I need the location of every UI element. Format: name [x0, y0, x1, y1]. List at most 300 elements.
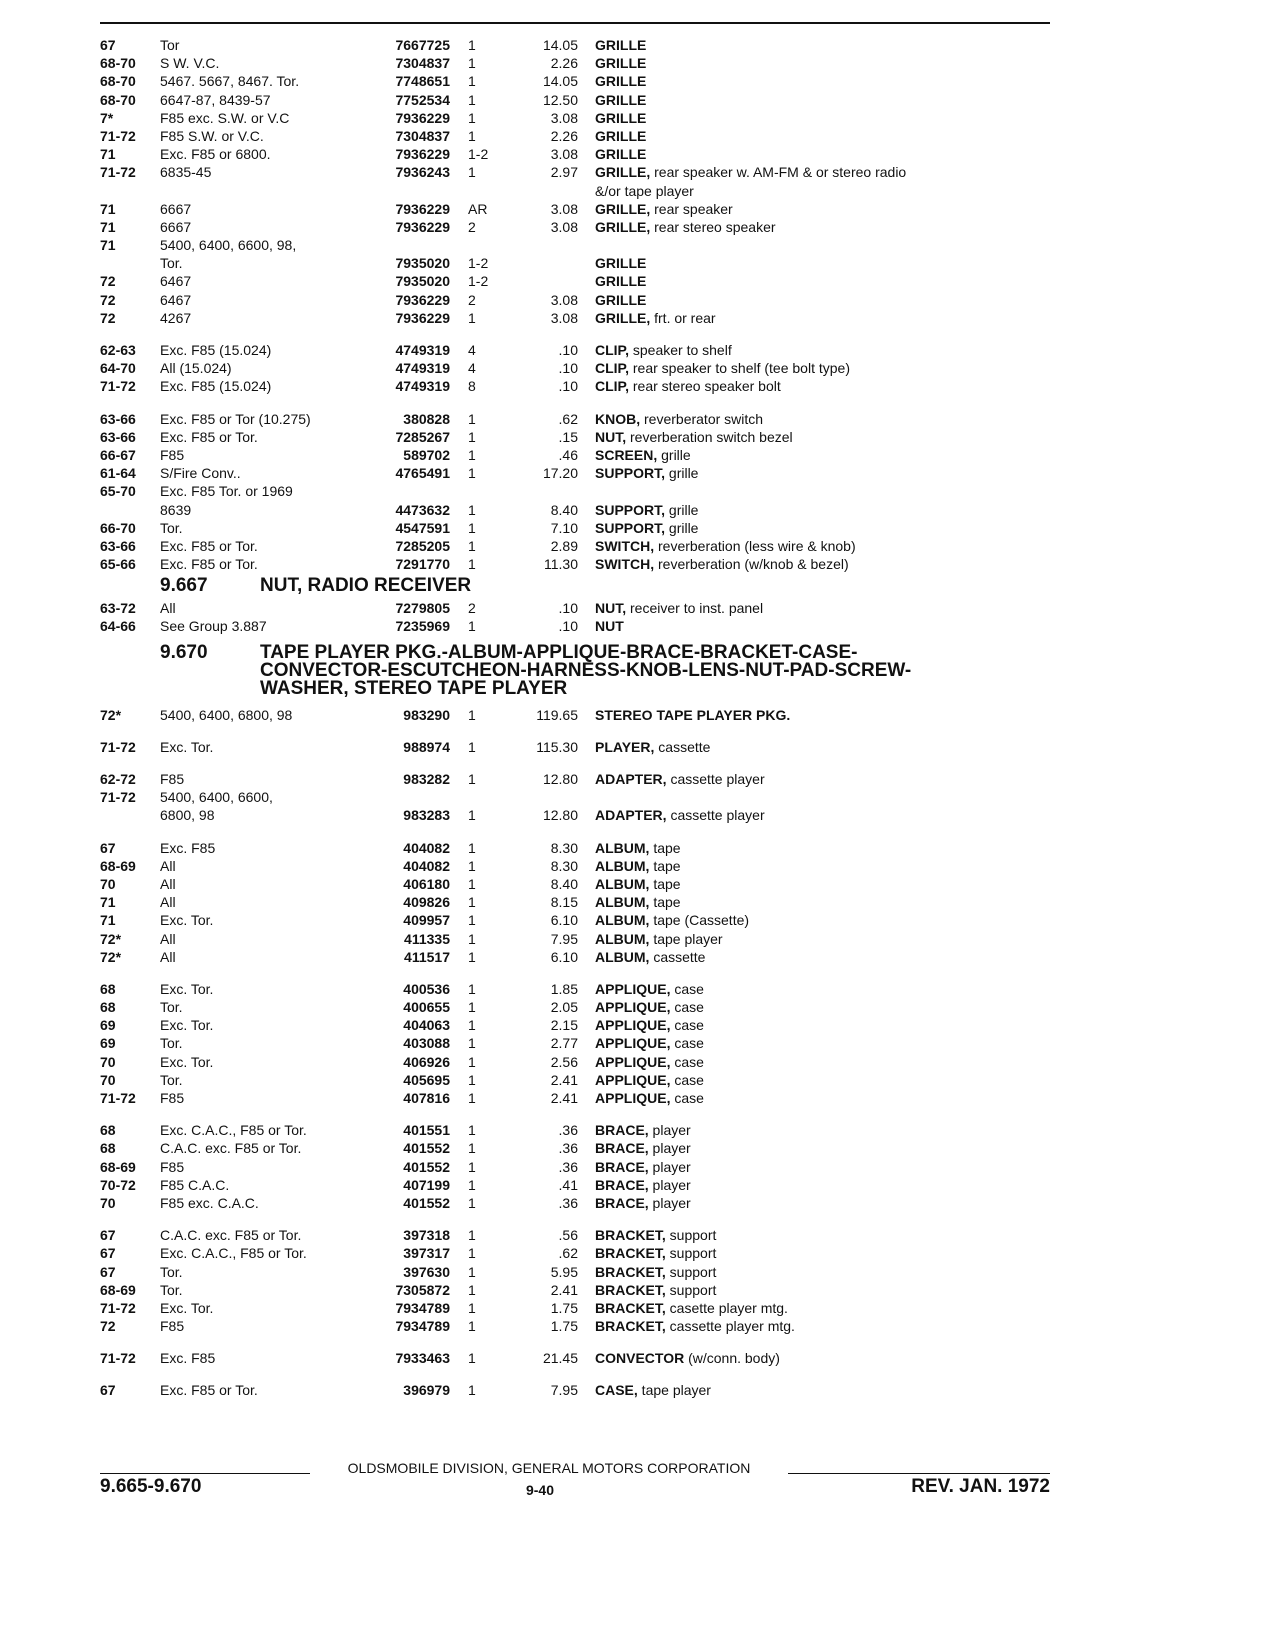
part-name: GRILLE,	[595, 218, 651, 235]
part-name: ALBUM,	[595, 894, 650, 911]
model-applicability: 5467. 5667, 8467. Tor.	[160, 73, 300, 90]
part-description	[595, 218, 1050, 236]
part-number: 411335	[404, 930, 450, 947]
part-name: GRILLE	[595, 109, 647, 126]
part-description	[595, 1194, 1050, 1212]
quantity: 1	[468, 37, 476, 53]
part-number: 4765491	[395, 465, 450, 482]
model-year: 7*	[100, 109, 114, 126]
parts-row	[100, 182, 1050, 200]
parts-row	[100, 428, 1050, 446]
part-number: 409826	[403, 894, 450, 911]
part-description	[595, 537, 1050, 555]
part-detail: case	[670, 1035, 704, 1052]
model-year: 72	[100, 273, 116, 290]
parts-row	[100, 911, 1050, 929]
model-applicability: Exc. F85	[160, 1350, 216, 1367]
part-name: ALBUM,	[595, 875, 650, 892]
part-detail: reverberation (w/knob & bezel)	[654, 556, 849, 573]
parts-row	[100, 236, 1050, 254]
part-number: 406180	[403, 875, 450, 892]
model-applicability: Exc. Tor.	[160, 912, 214, 929]
parts-row	[100, 145, 1050, 163]
section-heading-large	[100, 636, 1050, 706]
model-applicability: C.A.C. exc. F85 or Tor.	[160, 1140, 302, 1157]
group-spacer	[100, 724, 1050, 738]
section-number: 9.670	[160, 641, 208, 663]
list-price: 6.10	[550, 912, 578, 929]
model-applicability: Tor.	[160, 1071, 183, 1088]
section-heading	[100, 573, 1050, 599]
model-year: 71-72	[100, 1090, 136, 1106]
quantity: 2	[468, 600, 476, 617]
quantity: 1	[468, 309, 476, 326]
parts-row	[100, 200, 1050, 218]
parts-row	[100, 464, 1050, 482]
list-price: 12.80	[542, 771, 578, 787]
part-name: BRACKET,	[595, 1227, 666, 1244]
quantity: 1	[468, 446, 476, 463]
parts-row	[100, 1016, 1050, 1034]
part-name: ADAPTER,	[595, 771, 667, 787]
model-applicability: Exc. Tor.	[160, 1053, 214, 1070]
quantity: 1	[468, 1035, 476, 1052]
part-description	[595, 770, 1050, 788]
part-description	[595, 1381, 1050, 1399]
part-name: BRACE,	[595, 1140, 649, 1157]
part-name: GRILLE	[595, 91, 647, 108]
list-price: 8.30	[550, 857, 578, 874]
part-number: 401551	[403, 1122, 450, 1139]
model-year: 72*	[100, 706, 122, 723]
parts-row	[100, 980, 1050, 998]
part-detail: player	[648, 1140, 691, 1157]
part-description	[595, 200, 1050, 218]
group-spacer	[100, 825, 1050, 839]
part-name: SCREEN,	[595, 446, 658, 463]
list-price: 119.65	[536, 706, 578, 723]
quantity: 1	[468, 980, 476, 997]
model-applicability: 6667	[160, 200, 192, 217]
part-description	[595, 806, 1050, 824]
part-name: PLAYER,	[595, 738, 655, 755]
part-name: NUT,	[595, 428, 627, 445]
model-year: 72*	[100, 948, 122, 965]
quantity: 1	[468, 91, 476, 108]
quantity: 1-2	[468, 273, 489, 290]
part-name: GRILLE	[595, 127, 647, 144]
quantity: 1	[468, 1382, 476, 1399]
part-description	[595, 617, 1050, 635]
quantity: 1	[468, 618, 476, 635]
part-name: CLIP,	[595, 378, 629, 395]
list-price: 17.20	[542, 465, 578, 482]
parts-row	[100, 1317, 1050, 1335]
part-description	[595, 127, 1050, 145]
model-year: 70-72	[100, 1176, 136, 1193]
quantity: 1-2	[468, 146, 489, 163]
part-name: GRILLE	[595, 55, 647, 72]
part-number: 404082	[403, 839, 450, 856]
part-description	[595, 254, 1050, 272]
quantity: 1	[468, 1176, 476, 1193]
parts-row	[100, 1281, 1050, 1299]
parts-row	[100, 377, 1050, 395]
part-description	[595, 291, 1050, 309]
part-description	[595, 519, 1050, 537]
part-name: GRILLE,	[595, 200, 651, 217]
part-detail: support	[665, 1227, 717, 1244]
part-description	[595, 1226, 1050, 1244]
parts-row	[100, 1176, 1050, 1194]
model-year: 72	[100, 1318, 116, 1335]
parts-row	[100, 519, 1050, 537]
part-detail: player	[648, 1158, 691, 1175]
parts-row	[100, 839, 1050, 857]
list-price: 12.50	[542, 91, 578, 108]
model-applicability: Exc. F85 or Tor.	[160, 1382, 258, 1399]
model-applicability: 5400, 6400, 6600,	[160, 789, 273, 806]
list-price: 2.26	[550, 127, 578, 144]
list-price: 2.77	[550, 1035, 578, 1052]
quantity: 1	[468, 1122, 476, 1139]
model-applicability: 6667	[160, 218, 192, 235]
footer-company: OLDSMOBILE DIVISION, GENERAL MOTORS CORPORATION	[347, 1460, 751, 1476]
list-price: .62	[558, 1245, 578, 1262]
part-number: 406926	[403, 1053, 450, 1070]
part-name: ALBUM,	[595, 930, 650, 947]
parts-row	[100, 857, 1050, 875]
part-name: ADAPTER,	[595, 807, 667, 824]
part-name: GRILLE	[595, 73, 647, 90]
part-detail: rear speaker to shelf (tee bolt type)	[628, 360, 850, 377]
parts-row	[100, 272, 1050, 290]
model-applicability: 6467	[160, 273, 192, 290]
part-number: 7934789	[395, 1299, 450, 1316]
part-detail: tape	[649, 894, 681, 911]
model-year: 72	[100, 291, 116, 308]
model-year: 71	[100, 218, 116, 235]
part-detail: case	[670, 980, 704, 997]
part-name: ALBUM,	[595, 948, 650, 965]
parts-row	[100, 1121, 1050, 1139]
part-description	[595, 1139, 1050, 1157]
parts-list	[100, 36, 1050, 1400]
model-applicability: Exc. C.A.C., F85 or Tor.	[160, 1122, 307, 1139]
part-name: SWITCH,	[595, 556, 655, 573]
part-number: 404082	[403, 857, 450, 874]
part-name: SUPPORT,	[595, 501, 666, 518]
list-price: 12.80	[542, 807, 578, 824]
part-description	[595, 1317, 1050, 1335]
model-applicability: 8639	[160, 501, 192, 518]
part-number: 407199	[403, 1176, 450, 1193]
parts-row	[100, 806, 1050, 824]
model-applicability: F85	[160, 1158, 185, 1175]
section-title: NUT, RADIO RECEIVER	[260, 575, 472, 597]
model-applicability: Exc. C.A.C., F85 or Tor.	[160, 1245, 307, 1262]
model-year: 67	[100, 1245, 116, 1262]
model-applicability: Exc. F85 or Tor.	[160, 556, 258, 573]
part-description	[595, 555, 1050, 573]
model-year: 71	[100, 146, 116, 163]
parts-row	[100, 555, 1050, 573]
list-price: .10	[558, 600, 578, 617]
part-name: STEREO TAPE PLAYER PKG.	[595, 706, 791, 723]
part-detail: tape	[649, 875, 681, 892]
parts-row	[100, 1349, 1050, 1367]
part-detail: reverberation switch bezel	[626, 428, 793, 445]
part-number: 7936243	[395, 164, 450, 181]
part-name: BRACE,	[595, 1194, 649, 1211]
model-year: 72	[100, 309, 116, 326]
part-description	[595, 1053, 1050, 1071]
model-year: 68	[100, 1122, 116, 1139]
part-description	[595, 501, 1050, 519]
list-price: 3.08	[550, 218, 578, 235]
part-description	[595, 1121, 1050, 1139]
model-applicability: Exc. Tor.	[160, 980, 214, 997]
part-name: KNOB,	[595, 410, 641, 427]
list-price: 115.30	[536, 738, 578, 755]
parts-row	[100, 537, 1050, 555]
model-year: 71	[100, 237, 116, 254]
list-price: 2.41	[550, 1281, 578, 1298]
part-detail: case	[670, 1071, 704, 1088]
list-price: .10	[558, 618, 578, 635]
list-price: .36	[558, 1158, 578, 1175]
model-applicability: Exc. Tor.	[160, 1299, 214, 1316]
part-detail: player	[648, 1176, 691, 1193]
part-name: APPLIQUE,	[595, 1035, 671, 1052]
part-number: 397318	[403, 1227, 450, 1244]
model-year: 63-66	[100, 428, 136, 445]
model-year: 70	[100, 1071, 116, 1088]
model-year: 70	[100, 1053, 116, 1070]
model-year: 68-70	[100, 91, 136, 108]
quantity: 1	[468, 428, 476, 445]
part-detail: speaker to shelf	[628, 342, 732, 358]
list-price: .62	[558, 410, 578, 427]
quantity: 1	[468, 501, 476, 518]
model-year: 71-72	[100, 1299, 136, 1316]
group-spacer	[100, 1107, 1050, 1121]
footer-section-range: 9.665-9.670	[100, 1476, 202, 1497]
list-price: 5.95	[550, 1263, 578, 1280]
model-applicability: 6467	[160, 291, 192, 308]
parts-row	[100, 109, 1050, 127]
part-description	[595, 1349, 1050, 1367]
part-description	[595, 428, 1050, 446]
part-number: 396979	[403, 1382, 450, 1399]
quantity: 2	[468, 291, 476, 308]
parts-row	[100, 127, 1050, 145]
part-description	[595, 839, 1050, 857]
part-name: APPLIQUE,	[595, 1071, 671, 1088]
parts-row	[100, 1034, 1050, 1052]
model-year: 71	[100, 894, 116, 911]
model-year: 66-67	[100, 446, 136, 463]
list-price: .56	[558, 1227, 578, 1244]
quantity: 1	[468, 1245, 476, 1262]
quantity: 1	[468, 519, 476, 536]
model-applicability: Exc. F85 (15.024)	[160, 378, 272, 395]
parts-row	[100, 998, 1050, 1016]
model-applicability: All	[160, 948, 176, 965]
part-number: 400536	[403, 980, 450, 997]
model-applicability: C.A.C. exc. F85 or Tor.	[160, 1227, 302, 1244]
quantity: 4	[468, 342, 476, 358]
model-applicability: 5400, 6400, 6600, 98,	[160, 237, 297, 254]
part-number: 7933463	[395, 1350, 450, 1367]
part-number: 409957	[403, 912, 450, 929]
part-description	[595, 464, 1050, 482]
part-name: GRILLE	[595, 273, 647, 290]
list-price: 8.30	[550, 839, 578, 856]
part-detail: grille	[665, 501, 699, 518]
model-applicability: S W. V.C.	[160, 55, 220, 72]
parts-row	[100, 893, 1050, 911]
part-description	[595, 182, 1050, 200]
part-name: APPLIQUE,	[595, 1053, 671, 1070]
part-detail: reverberation (less wire & knob)	[654, 537, 856, 554]
model-applicability: Tor.	[160, 519, 183, 536]
model-applicability: F85	[160, 1090, 185, 1106]
list-price: 2.05	[550, 999, 578, 1016]
part-description	[595, 1263, 1050, 1281]
part-detail: player	[648, 1194, 691, 1211]
part-detail: grille	[665, 465, 699, 482]
part-detail: casette player mtg.	[665, 1299, 788, 1316]
list-price: 11.30	[544, 556, 578, 573]
quantity: 1	[468, 1318, 476, 1335]
model-year: 71-72	[100, 1350, 136, 1367]
part-number: 401552	[403, 1158, 450, 1175]
quantity: 2	[468, 218, 476, 235]
quantity: 1	[468, 1227, 476, 1244]
quantity: 1	[468, 1263, 476, 1280]
part-detail: support	[665, 1281, 717, 1298]
part-description	[595, 410, 1050, 428]
part-name: CASE,	[595, 1382, 638, 1399]
part-number: 7291770	[395, 556, 450, 573]
part-name: GRILLE,	[595, 309, 651, 326]
part-description	[595, 998, 1050, 1016]
model-year: 63-72	[100, 600, 136, 617]
group-spacer	[100, 1335, 1050, 1349]
parts-row	[100, 36, 1050, 54]
quantity: 1	[468, 164, 476, 181]
parts-row	[100, 291, 1050, 309]
part-detail: frt. or rear	[650, 309, 716, 326]
list-price: 1.85	[550, 980, 578, 997]
part-description	[595, 599, 1050, 617]
part-description	[595, 948, 1050, 966]
quantity: AR	[468, 200, 488, 217]
part-description	[595, 1016, 1050, 1034]
part-detail: tape player	[637, 1382, 711, 1399]
part-number: 411517	[404, 948, 450, 965]
parts-row	[100, 1244, 1050, 1262]
list-price: 3.08	[550, 309, 578, 326]
part-number: 7935020	[395, 255, 450, 272]
part-detail: support	[665, 1245, 717, 1262]
model-year: 72*	[100, 930, 122, 947]
part-description	[595, 341, 1050, 359]
quantity: 1	[468, 875, 476, 892]
part-number: 7936229	[395, 109, 450, 126]
quantity: 1-2	[468, 255, 489, 272]
part-detail: case	[670, 999, 704, 1016]
part-description	[595, 980, 1050, 998]
parts-row	[100, 218, 1050, 236]
group-spacer	[100, 327, 1050, 341]
list-price: 2.56	[550, 1053, 578, 1070]
part-name: CONVECTOR	[595, 1350, 685, 1367]
list-price: 3.08	[550, 146, 578, 163]
model-year: 71-72	[100, 738, 136, 755]
parts-row	[100, 1071, 1050, 1089]
part-number: 7304837	[395, 127, 450, 144]
part-name: BRACE,	[595, 1176, 649, 1193]
part-description	[595, 36, 1050, 54]
model-applicability: F85 exc. C.A.C.	[160, 1194, 259, 1211]
list-price: 2.26	[550, 55, 578, 72]
model-year: 69	[100, 1017, 116, 1034]
part-number: 7935020	[395, 273, 450, 290]
model-applicability: All (15.024)	[160, 360, 232, 377]
quantity: 1	[468, 55, 476, 72]
parts-row	[100, 1158, 1050, 1176]
part-detail: receiver to inst. panel	[626, 600, 764, 617]
model-applicability: See Group 3.887	[160, 618, 267, 635]
part-description	[595, 930, 1050, 948]
part-detail: rear stereo speaker	[650, 218, 776, 235]
part-description	[595, 1299, 1050, 1317]
model-applicability: F85	[160, 771, 185, 787]
part-detail: tape (Cassette)	[649, 912, 750, 929]
model-applicability: Exc. Tor.	[160, 1017, 214, 1034]
parts-row	[100, 599, 1050, 617]
part-number: 7304837	[395, 55, 450, 72]
part-number: 4749319	[395, 360, 450, 377]
part-number: 4749319	[395, 378, 450, 395]
model-applicability: 6647-87, 8439-57	[160, 91, 271, 108]
part-name: GRILLE,	[595, 164, 651, 181]
model-applicability: All	[160, 857, 176, 874]
quantity: 1	[468, 109, 476, 126]
model-applicability: Tor.	[160, 1281, 183, 1298]
part-detail: cassette player	[666, 807, 765, 824]
model-year: 65-70	[100, 483, 136, 500]
list-price: 2.89	[550, 537, 578, 554]
list-price: .10	[558, 342, 578, 358]
part-name: BRACKET,	[595, 1263, 666, 1280]
part-description	[595, 72, 1050, 90]
footer-page-number: 9-40	[525, 1482, 555, 1498]
part-name: GRILLE	[595, 291, 647, 308]
part-number: 407816	[403, 1090, 450, 1106]
part-name: GRILLE	[595, 255, 647, 272]
part-number: 7305872	[395, 1281, 450, 1298]
part-description	[595, 1281, 1050, 1299]
parts-row	[100, 1194, 1050, 1212]
model-year: 71	[100, 200, 116, 217]
part-number: 7936229	[395, 218, 450, 235]
part-description	[595, 1244, 1050, 1262]
part-description	[595, 377, 1050, 395]
quantity: 1	[468, 1071, 476, 1088]
